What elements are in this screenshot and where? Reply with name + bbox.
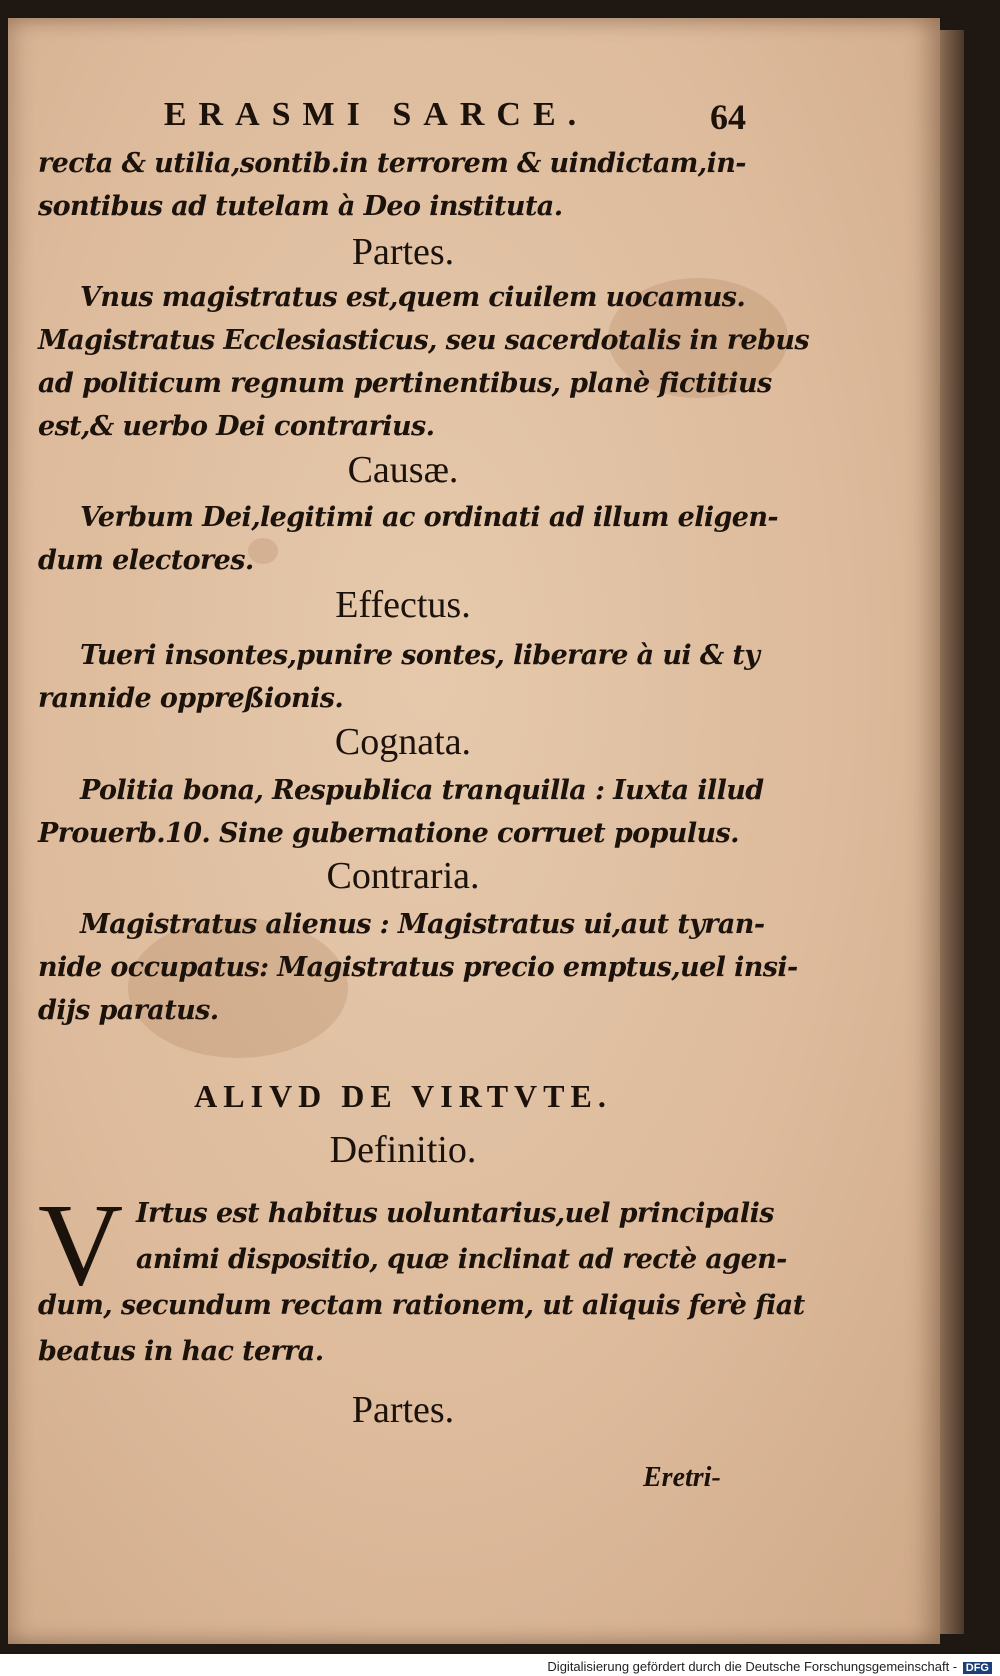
text-line: est,& uerbo Dei contrarius. xyxy=(38,411,435,442)
section-heading-partes: Partes. xyxy=(351,231,455,273)
text-line: Magistratus alienus : Magistratus ui,aut tyran- xyxy=(80,909,765,940)
section-heading-effectus: Effectus. xyxy=(335,584,471,626)
text-line: Tueri insontes,punire sontes, liberare à ui & ty xyxy=(80,640,760,671)
text-line: rannide oppreßionis. xyxy=(38,683,344,714)
section-heading-causae: Causæ. xyxy=(347,449,459,491)
text-line: nide occupatus: Magistratus precio emptus,uel insi- xyxy=(38,952,798,983)
text-line: Vnus magistratus est,quem ciuilem uocamus. xyxy=(80,282,746,313)
text-line: ad politicum regnum pertinentibus, planè fictitius xyxy=(38,368,772,399)
text-line: dijs paratus. xyxy=(38,995,219,1026)
text-line: dum, secundum rectam rationem, ut aliquis ferè fiat xyxy=(38,1290,805,1321)
section-heading-definitio: Definitio. xyxy=(329,1129,477,1171)
text-line: Politia bona, Respublica tranquilla : Iuxta illud xyxy=(80,775,764,806)
text-line: beatus in hac terra. xyxy=(38,1336,324,1367)
section-heading-partes-2: Partes. xyxy=(351,1389,455,1431)
catchword: Eretri- xyxy=(643,1462,721,1493)
page-edge xyxy=(940,30,964,1634)
text-line: sontibus ad tutelam à Deo instituta. xyxy=(38,191,563,222)
running-head: ERASMI SARCE. xyxy=(163,96,589,133)
section-heading-contraria: Contraria. xyxy=(326,855,480,897)
text-line: Irtus est habitus uoluntarius,uel principalis xyxy=(136,1198,774,1229)
digitization-credit xyxy=(547,1659,992,1674)
text-line: Verbum Dei,legitimi ac ordinati ad illum eligen- xyxy=(80,502,779,533)
credit-text: Digitalisierung gefördert durch die Deutsche Forschungsgemeinschaft - xyxy=(547,1659,958,1674)
page-number: 64 xyxy=(710,97,746,137)
book-page xyxy=(8,18,940,1644)
drop-cap: V xyxy=(38,1179,124,1310)
chapter-title: ALIVD DE VIRTVTE. xyxy=(194,1078,612,1114)
text-line: Prouerb.10. Sine gubernatione corruet populus. xyxy=(38,818,739,849)
section-heading-cognata: Cognata. xyxy=(334,721,472,763)
dfg-logo: DFG xyxy=(963,1662,992,1674)
text-line: animi dispositio, quæ inclinat ad rectè agen- xyxy=(136,1244,787,1275)
text-line: recta & utilia,sontib.in terrorem & uindictam,in- xyxy=(38,148,746,179)
page-text xyxy=(38,18,809,1658)
text-line: Magistratus Ecclesiasticus, seu sacerdotalis in rebus xyxy=(38,325,809,356)
text-line: dum electores. xyxy=(38,545,254,576)
